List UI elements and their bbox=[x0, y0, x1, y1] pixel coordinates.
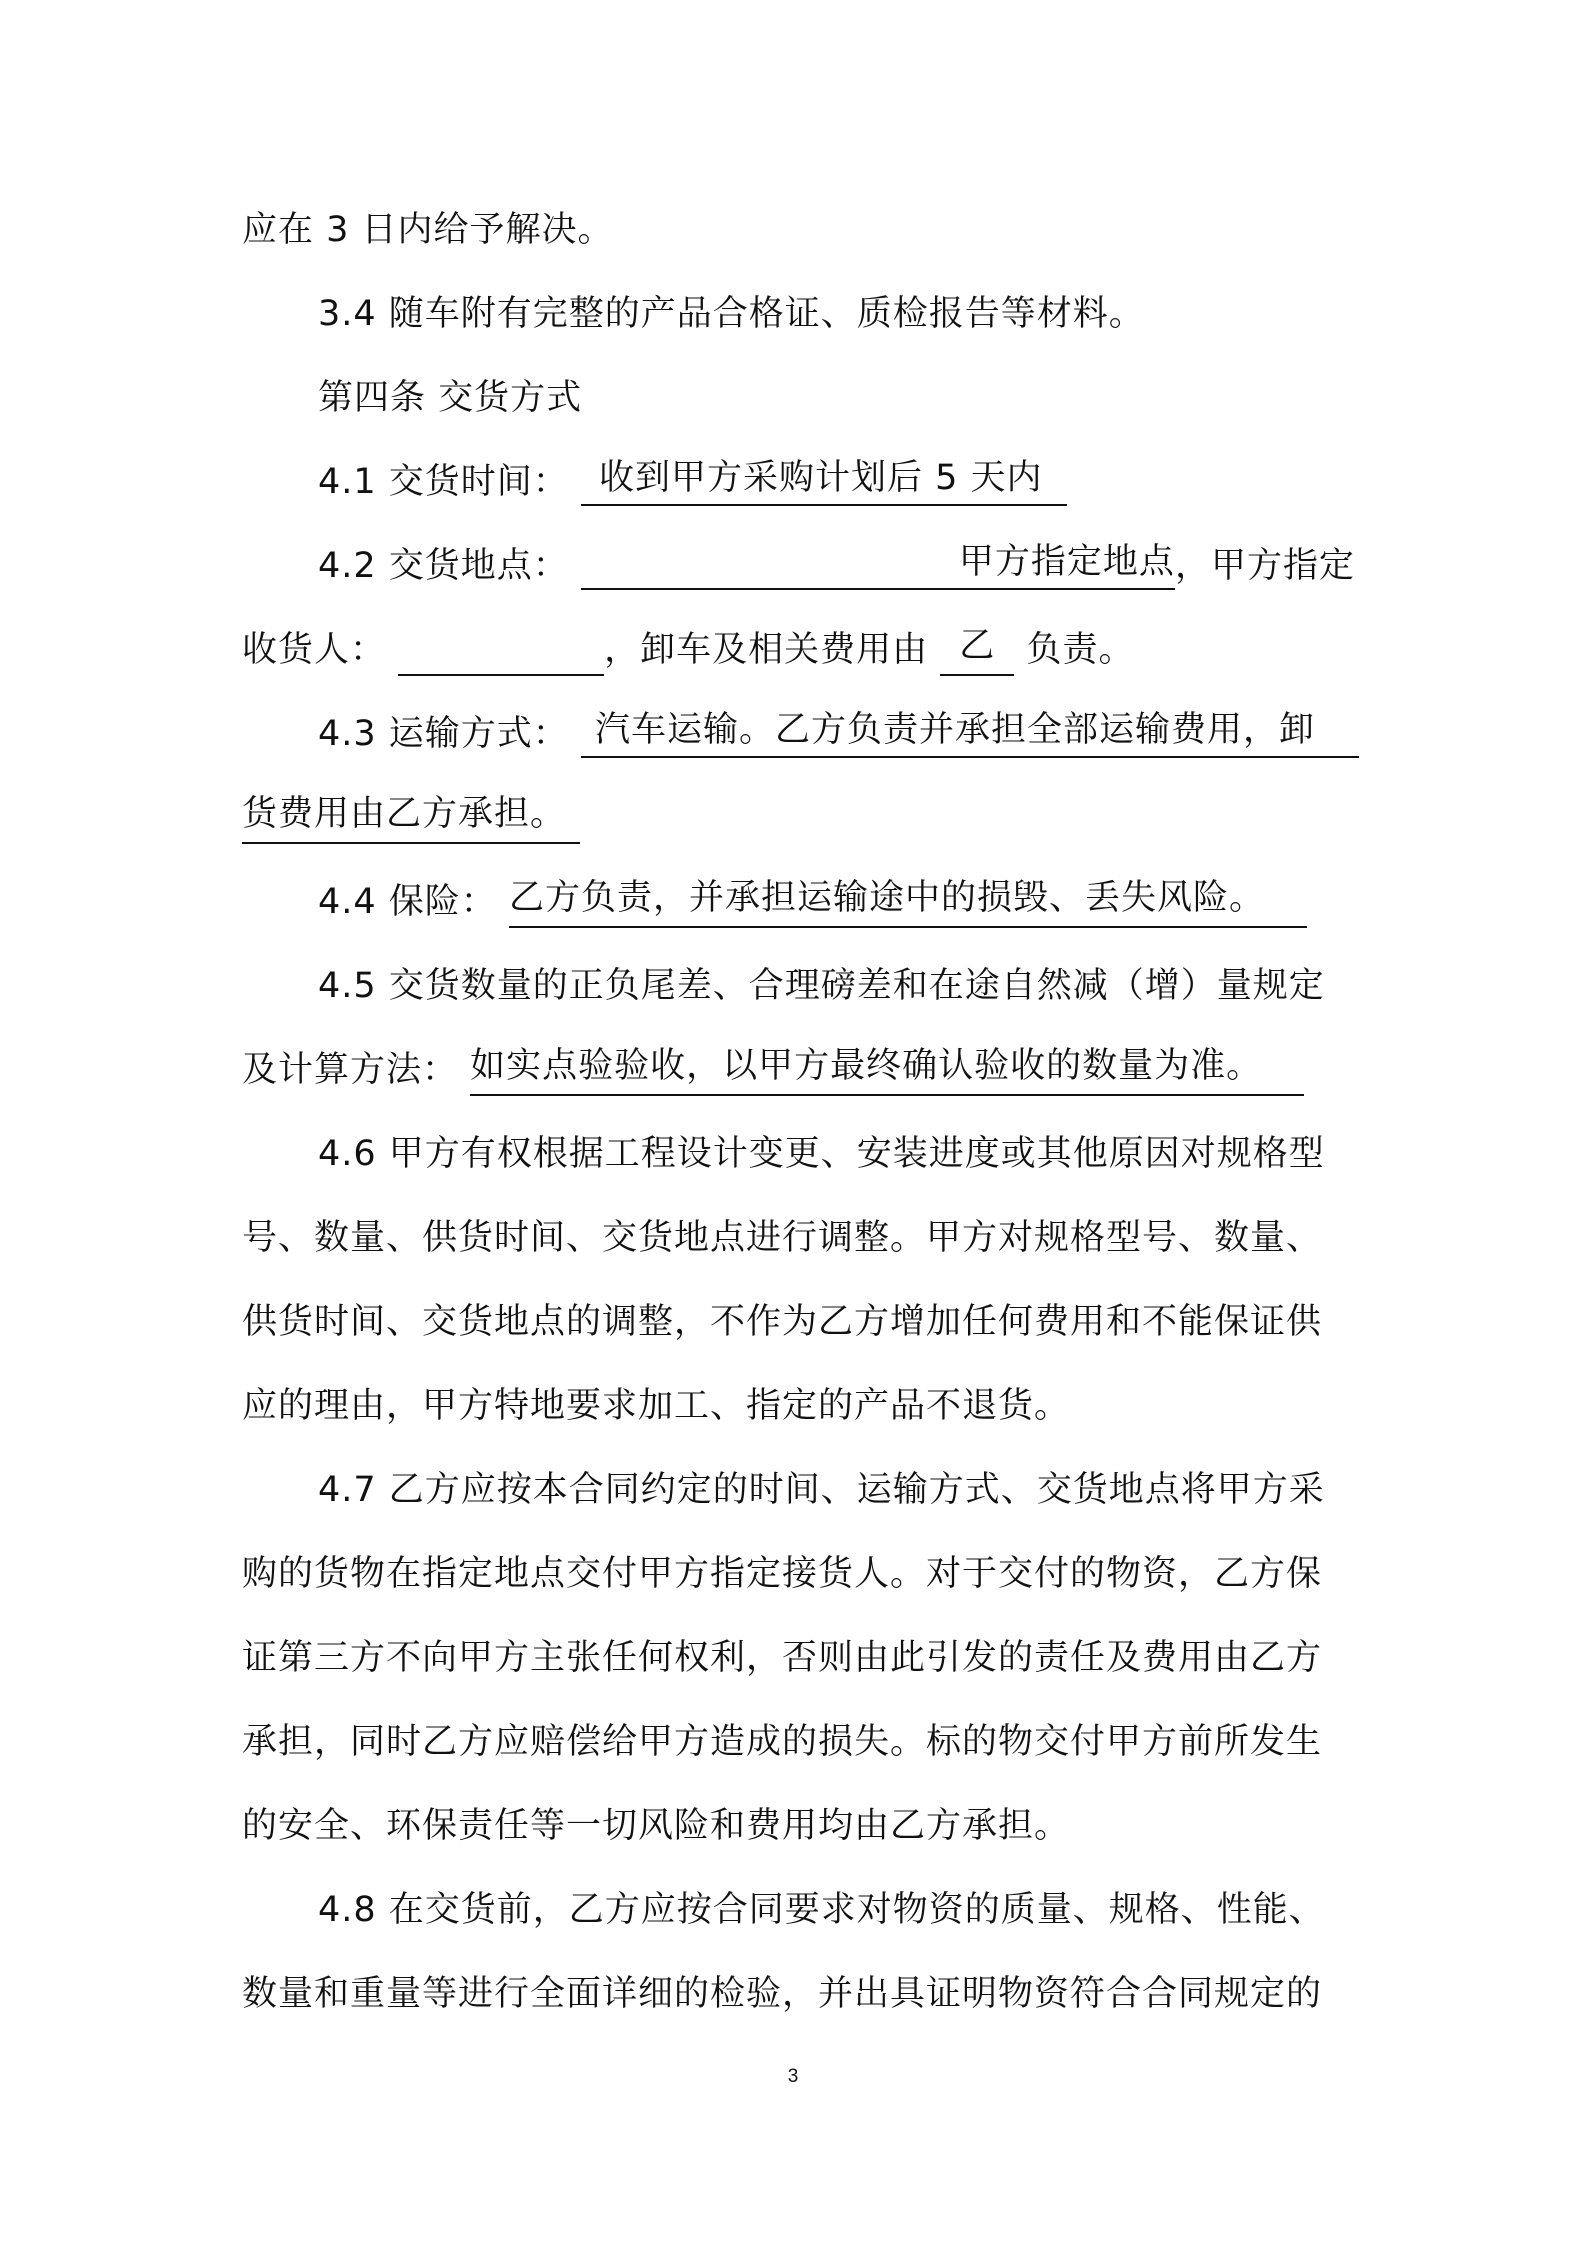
paragraph-line: 应在 3 日内给予解决。 bbox=[242, 210, 614, 250]
paragraph-line: 证第三方不向甲方主张任何权利，否则由此引发的责任及费用由乙方 bbox=[242, 1638, 1323, 1678]
unloading-cost-party-field: 乙 bbox=[940, 620, 1014, 676]
clause-4-5: 4.5 交货数量的正负尾差、合理磅差和在途自然减（增）量规定 bbox=[318, 966, 1325, 1006]
clause-text: ，甲方指定 bbox=[1174, 546, 1355, 586]
transport-method-field-continued: 货费用由乙方承担。 bbox=[242, 788, 580, 844]
clause-text: 负责。 bbox=[1026, 630, 1135, 670]
clause-label: 4.3 运输方式： bbox=[318, 714, 569, 754]
clause-4-2 bbox=[318, 536, 1358, 596]
consignee-field bbox=[398, 620, 604, 676]
clause-4-1 bbox=[318, 452, 1358, 512]
delivery-time-field: 收到甲方采购计划后 5 天内 bbox=[581, 452, 1067, 506]
clause-4-8: 4.8 在交货前，乙方应按合同要求对物资的质量、规格、性能、 bbox=[318, 1890, 1325, 1930]
paragraph-line: 应的理由，甲方特地要求加工、指定的产品不退货。 bbox=[242, 1386, 1071, 1426]
clause-label: 4.2 交货地点： bbox=[318, 546, 569, 586]
paragraph-line: 供货时间、交货地点的调整，不作为乙方增加任何费用和不能保证供 bbox=[242, 1302, 1323, 1342]
clause-label: 及计算方法： bbox=[242, 1050, 459, 1090]
quantity-calculation-field: 如实点验验收，以甲方最终确认验收的数量为准。 bbox=[470, 1040, 1304, 1096]
paragraph-line: 承担，同时乙方应赔偿给甲方造成的损失。标的物交付甲方前所发生 bbox=[242, 1722, 1323, 1762]
paragraph-line: 号、数量、供货时间、交货地点进行调整。甲方对规格型号、数量、 bbox=[242, 1218, 1323, 1258]
clause-label: 4.1 交货时间： bbox=[318, 462, 569, 502]
clause-label: 收货人： bbox=[242, 630, 387, 670]
delivery-place-field: 甲方指定地点 bbox=[581, 536, 1175, 590]
section-heading-article-4: 第四条 交货方式 bbox=[318, 378, 583, 418]
transport-method-field: 汽车运输。乙方负责并承担全部运输费用，卸 bbox=[581, 704, 1359, 758]
clause-4-5-continued bbox=[242, 1040, 1358, 1100]
paragraph-line: 购的货物在指定地点交付甲方指定接货人。对于交付的物资，乙方保 bbox=[242, 1554, 1323, 1594]
page-number: 3 bbox=[787, 2066, 799, 2087]
clause-4-4 bbox=[318, 872, 1358, 932]
clause-text: ，卸车及相关费用由 bbox=[604, 630, 929, 670]
clause-label: 4.4 保险： bbox=[318, 882, 497, 922]
clause-3-4: 3.4 随车附有完整的产品合格证、质检报告等材料。 bbox=[318, 294, 1145, 334]
paragraph-line: 数量和重量等进行全面详细的检验，并出具证明物资符合合同规定的 bbox=[242, 1974, 1323, 2014]
clause-4-6: 4.6 甲方有权根据工程设计变更、安装进度或其他原因对规格型 bbox=[318, 1134, 1325, 1174]
clause-4-3-continued bbox=[242, 788, 1358, 848]
clause-4-7: 4.7 乙方应按本合同约定的时间、运输方式、交货地点将甲方采 bbox=[318, 1470, 1325, 1510]
paragraph-line: 的安全、环保责任等一切风险和费用均由乙方承担。 bbox=[242, 1806, 1071, 1846]
insurance-field: 乙方负责，并承担运输途中的损毁、丢失风险。 bbox=[509, 872, 1307, 928]
clause-4-3 bbox=[318, 704, 1358, 764]
clause-4-2-continued bbox=[242, 620, 1358, 680]
